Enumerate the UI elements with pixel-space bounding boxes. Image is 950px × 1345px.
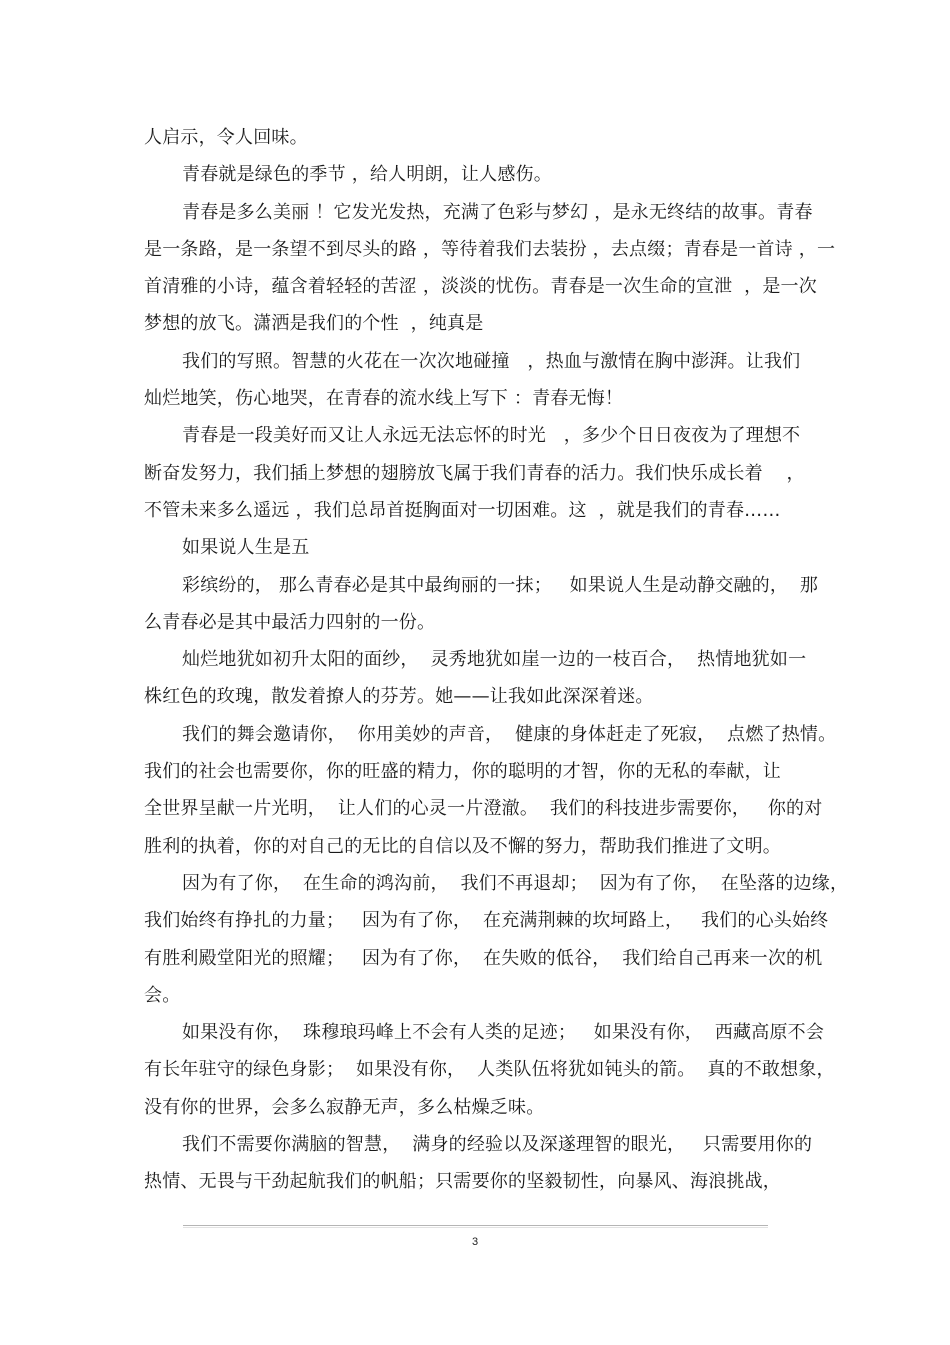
footer-rule-shadow <box>183 1227 768 1228</box>
text-line: 我们的写照。智慧的火花在一次次地碰撞 ，热血与激情在胸中澎湃。让我们 <box>182 350 801 372</box>
text-line: 有长年驻守的绿色身影； 如果没有你， 人类队伍将犹如钝头的箭。 真的不敢想象， <box>144 1059 835 1081</box>
text-line: 人启示，令人回味。 <box>144 127 308 148</box>
text-line: 不管未来多么遥远 ，我们总昂首挺胸面对一切困难。这 ，就是我们的青春…… <box>144 499 781 521</box>
text-line: 灿烂地犹如初升太阳的面纱， 灵秀地犹如崖一边的一枝百合， 热情地犹如一 <box>182 649 807 671</box>
body-text <box>144 119 849 1201</box>
text-line: 有胜利殿堂阳光的照耀； 因为有了你， 在失败的低谷， 我们给自己再来一次的机 <box>144 947 823 969</box>
footer-rule <box>183 1225 768 1226</box>
text-line: 会。 <box>144 984 181 1006</box>
text-line: 我们的社会也需要你，你的旺盛的精力，你的聪明的才智，你的无私的奉献，让 <box>144 761 781 783</box>
text-line: 如果没有你， 珠穆琅玛峰上不会有人类的足迹； 如果没有你， 西藏高原不会 <box>182 1022 825 1044</box>
text-line: 灿烂地笑，伤心地哭，在青春的流水线上写下 ：青春无悔！ <box>144 388 624 410</box>
text-line: 青春是一段美好而又让人永远无法忘怀的时光 ，多少个日日夜夜为了理想不 <box>182 425 801 447</box>
text-line: 株红色的玫瑰，散发着撩人的芬芳。她——让我如此深深着迷。 <box>144 686 654 708</box>
page-number: 3 <box>471 1236 479 1248</box>
text-line: 我们始终有挣扎的力量； 因为有了你， 在充满荆棘的坎坷路上， 我们的心头始终 <box>144 910 829 932</box>
text-line: 梦想的放飞。潇洒是我们的个性 ，纯真是 <box>144 313 484 335</box>
text-line: 胜利的执着，你的对自己的无比的自信以及不懈的努力，帮助我们推进了文明。 <box>144 835 781 857</box>
text-line: 青春就是绿色的季节 ，给人明朗，让人感伤。 <box>182 164 552 186</box>
text-line: 热情、无畏与干劲起航我们的帆船；只需要你的坚毅韧性，向暴风、海浪挑战， <box>144 1171 781 1193</box>
text-line: 全世界呈献一片光明， 让人们的心灵一片澄澈。 我们的科技进步需要你， 你的对 <box>144 798 823 820</box>
text-line: 我们不需要你满脑的智慧， 满身的经验以及深遂理智的眼光， 只需要用你的 <box>182 1134 813 1156</box>
text-line: 么青春必是其中最活力四射的一份。 <box>144 611 436 633</box>
text-line: 因为有了你， 在生命的鸿沟前， 我们不再退却； 因为有了你， 在坠落的边缘， <box>182 872 849 894</box>
text-line: 首清雅的小诗，蕴含着轻轻的苦涩 ，淡淡的忧伤。青春是一次生命的宣泄 ，是一次 <box>144 276 817 298</box>
text-line: 断奋发努力，我们插上梦想的翅膀放飞属于我们青春的活力。我们快乐成长着 ， <box>144 462 805 484</box>
text-line: 彩缤纷的， 那么青春必是其中最绚丽的一抹； 如果说人生是动静交融的， 那 <box>182 574 819 596</box>
text-line: 是一条路，是一条望不到尽头的路 ，等待着我们去装扮 ，去点缀；青春是一首诗 ，一 <box>144 238 836 260</box>
text-line: 如果说人生是五 <box>182 537 310 559</box>
text-line: 没有你的世界，会多么寂静无声，多么枯燥乏味。 <box>144 1096 545 1118</box>
text-line: 青春是多么美丽 ！它发光发热，充满了色彩与梦幻 ，是永无终结的故事。青春 <box>182 201 813 223</box>
text-line: 我们的舞会邀请你， 你用美妙的声音， 健康的身体赶走了死寂， 点燃了热情。 <box>182 723 837 745</box>
